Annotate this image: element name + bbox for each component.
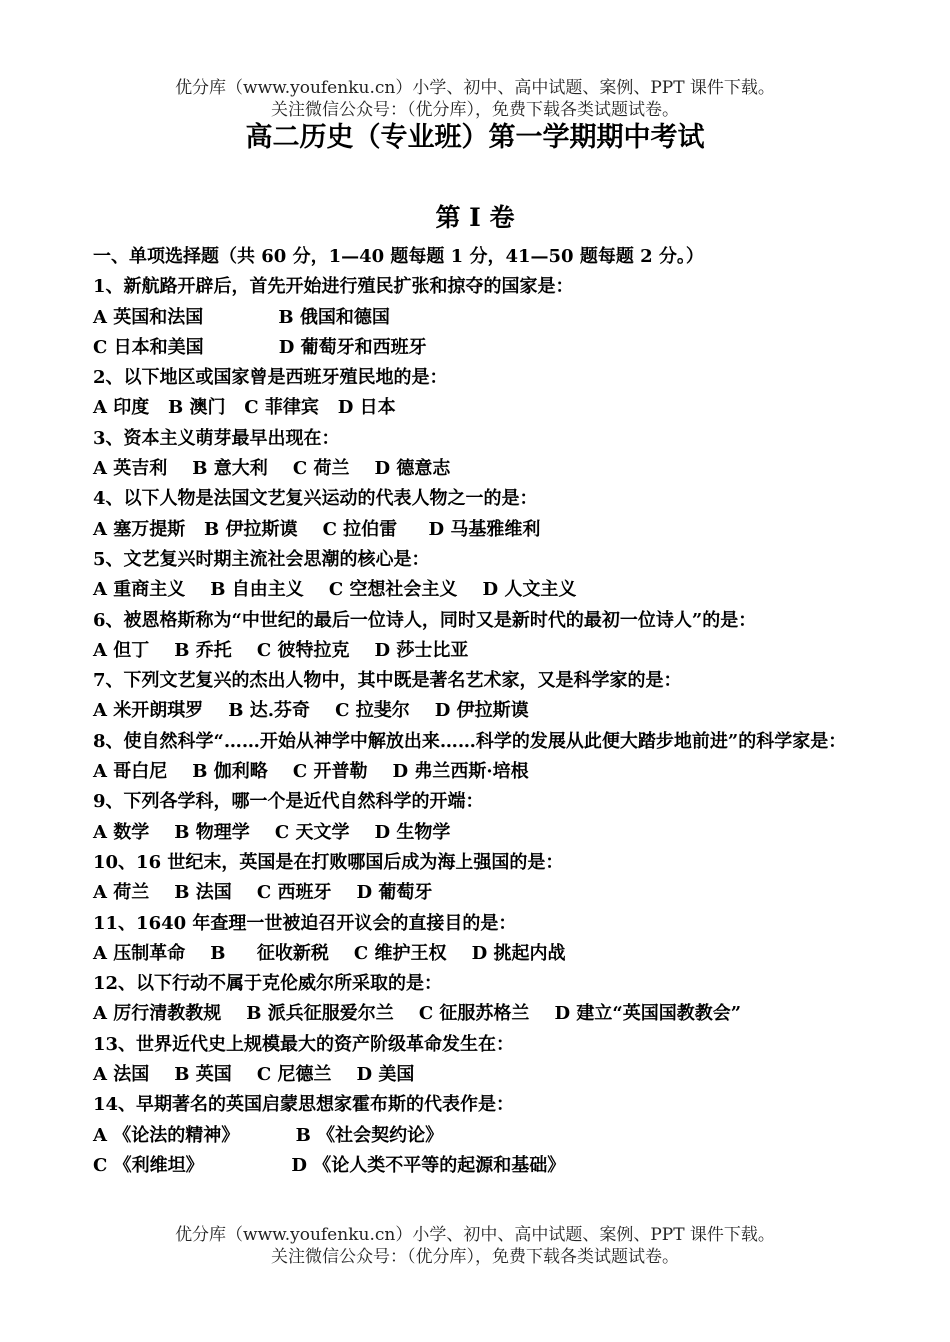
question-text: 10、16 世纪末，英国是在打败哪国后成为海上强国的是： <box>93 851 564 873</box>
answer-options: A 《论法的精神》 B 《社会契约论》 <box>93 1124 444 1146</box>
page-title: 高二历史（专业班）第一学期期中考试 <box>245 122 705 153</box>
answer-options: C 《利维坦》 D 《论人类不平等的起源和基础》 <box>93 1154 566 1176</box>
question-text: 9、下列各学科，哪一个是近代自然科学的开端： <box>93 791 484 813</box>
answer-options: A 英吉利 B 意大利 C 荷兰 D 德意志 <box>93 458 451 480</box>
answer-options: A 印度 B 澳门 C 菲律宾 D 日本 <box>93 397 396 419</box>
answer-options: A 压制革命 B 征收新税 C 维护王权 D 挑起内战 <box>93 942 566 964</box>
volume-heading: 第 I 卷 <box>435 203 515 232</box>
page-header <box>0 77 950 121</box>
footer-line-2: 关注微信公众号：（优分库），免费下载各类试题试卷。 <box>271 1247 679 1267</box>
answer-options: A 哥白尼 B 伽利略 C 开普勒 D 弗兰西斯·培根 <box>93 761 529 783</box>
answer-options: A 塞万提斯 B 伊拉斯谟 C 拉伯雷 D 马基雅维利 <box>93 518 541 540</box>
section-heading: 一、单项选择题（共 60 分，1—40 题每题 1 分，41—50 题每题 2 分。） <box>93 246 704 267</box>
answer-options: A 数学 B 物理学 C 天文学 D 生物学 <box>93 821 451 843</box>
question-text: 4、以下人物是法国文艺复兴运动的代表人物之一的是： <box>93 488 538 510</box>
question-text: 6、被恩格斯称为“中世纪的最后一位诗人，同时又是新时代的最初一位诗人”的是： <box>93 609 757 631</box>
header-line-1: 优分库（www.youfenku.cn）小学、初中、高中试题、案例、PPT 课件下载。 <box>175 78 775 98</box>
question-text: 12、以下行动不属于克伦威尔所采取的是： <box>93 973 443 995</box>
question-text: 5、文艺复兴时期主流社会思潮的核心是： <box>93 548 430 570</box>
answer-options: C 日本和美国 D 葡萄牙和西班牙 <box>93 336 427 358</box>
exam-content <box>93 242 863 1181</box>
answer-options: A 厉行清教教规 B 派兵征服爱尔兰 C 征服苏格兰 D 建立“英国国教教会” <box>93 1003 742 1025</box>
header-line-2: 关注微信公众号：（优分库），免费下载各类试题试卷。 <box>271 100 679 120</box>
answer-options: A 荷兰 B 法国 C 西班牙 D 葡萄牙 <box>93 882 433 904</box>
page-footer <box>0 1224 950 1268</box>
question-text: 7、下列文艺复兴的杰出人物中，其中既是著名艺术家，又是科学家的是： <box>93 670 682 692</box>
question-text: 3、资本主义萌芽最早出现在： <box>93 427 340 449</box>
answer-options: A 法国 B 英国 C 尼德兰 D 美国 <box>93 1064 415 1086</box>
question-text: 2、以下地区或国家曾是西班牙殖民地的是： <box>93 367 448 389</box>
answer-options: A 英国和法国 B 俄国和德国 <box>93 306 390 328</box>
question-text: 1、新航路开辟后，首先开始进行殖民扩张和掠夺的国家是： <box>93 276 574 298</box>
answer-options: A 但丁 B 乔托 C 彼特拉克 D 莎士比亚 <box>93 639 469 661</box>
footer-line-1: 优分库（www.youfenku.cn）小学、初中、高中试题、案例、PPT 课件下载。 <box>175 1225 775 1245</box>
answer-options: A 米开朗琪罗 B 达.芬奇 C 拉斐尔 D 伊拉斯谟 <box>93 700 529 722</box>
question-list <box>93 272 863 1181</box>
answer-options: A 重商主义 B 自由主义 C 空想社会主义 D 人文主义 <box>93 579 577 601</box>
question-text: 14、早期著名的英国启蒙思想家霍布斯的代表作是： <box>93 1094 515 1116</box>
question-text: 13、世界近代史上规模最大的资产阶级革命发生在： <box>93 1033 515 1055</box>
question-text: 11、1640 年查理一世被迫召开议会的直接目的是： <box>93 912 517 934</box>
question-text: 8、使自然科学“……开始从神学中解放出来……科学的发展从此便大踏步地前进”的科学家是： <box>93 730 847 752</box>
